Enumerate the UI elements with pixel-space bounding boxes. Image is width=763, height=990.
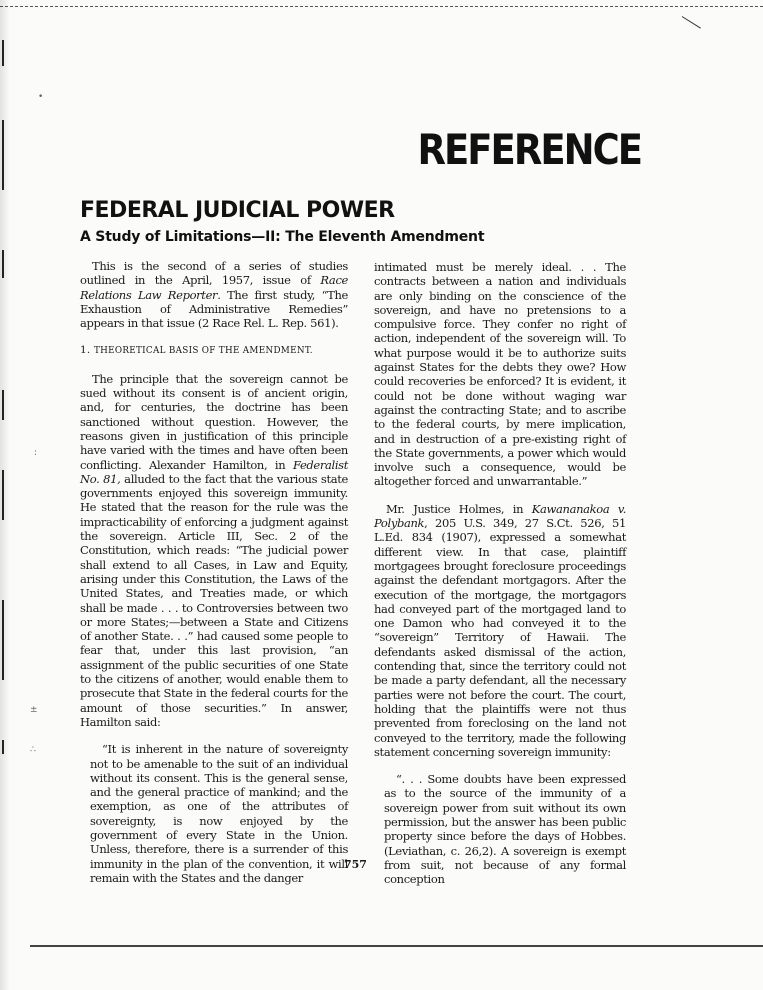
text-run: This is the second of a series of studies outlined in the April, 1957, issue of [80, 259, 348, 288]
italic-citation: Kawananakoa v. Polybank [374, 501, 626, 531]
text-run: Mr. Justice Holmes, in [386, 501, 532, 516]
bottom-rule [30, 945, 763, 947]
intro-paragraph [80, 259, 348, 330]
article-title: FEDERAL JUDICIAL POWER [80, 198, 395, 223]
right-column [374, 260, 626, 886]
scan-speck: : [34, 448, 38, 458]
left-column [80, 259, 348, 885]
text-run: The principle that the sovereign cannot be sued without its consent is of ancient origin, and, for centuries, the doctrine has been sanctioned without question. However, the reasons given in justification of this principle have varied with the times and have often been conflicting. Alexander Hamilton, in [80, 371, 348, 472]
article-subtitle: A Study of Limitations—II: The Eleventh Amendment [80, 229, 485, 245]
scan-speck: • [38, 92, 44, 102]
text-run: , 205 U.S. 349, 27 S.Ct. 526, 51 L.Ed. 834 (1907), expressed a somewhat different view. In that case, plaintiff mortgagees brought foreclosure proceedings against the defendant mortgagors. After the execution of the mortgage, the mortgagors had conveyed part of the mortgaged land to one Damon who had conveyed it to the “sovereign” Territory of Hawaii. The defendants asked dismissal of the action, contending that, since the territory could not be made a party defendant, all the necessary parties were not before the court. The court, holding that the plaintiffs were not thus prevented from foreclosing on the land not conveyed to the territory, made the following statement concerning sovereign immunity: [374, 516, 626, 759]
top-scan-rule [0, 6, 763, 7]
italic-citation: Race Relations Law Reporter [80, 273, 348, 302]
section-heading-text: THEORETICAL BASIS OF THE AMENDMENT. [93, 346, 313, 357]
block-quote-continued: intimated must be merely ideal. . . The contracts between a nation and individuals are only binding on the conscience of the sovereign, and have no pretensions to a compulsive force. They confer no right of action, independent of the sovereign will. To what purpose would it be to authorize suits against States for the debts they owe? How could recoveries be enforced? It is evident, it could not be done without waging war against the contracting State; and to ascribe to the federal courts, by mere implication, and in destruction of a pre-existing right of the State governments, a power which would involve such a consequence, would be altogether forced and unwarrantable.” [374, 260, 626, 489]
block-quote: “. . . Some doubts have been expressed as to the source of the immunity of a sovereign power from suit without its own permission, but the answer has been public property since before the days of Hobbes. (Leviathan, c. 26,2). A sovereign is exempt from suit, not because of any formal conception [384, 772, 626, 887]
left-binding-edge [0, 0, 10, 990]
section-heading-number: 1. [80, 344, 91, 357]
text-run: . The first study, “The Exhaustion of Administrative Remedies” appears in that issue (2 Race Rel. L. Rep. 561). [80, 287, 348, 331]
scan-speck: ± [30, 705, 38, 715]
body-paragraph [374, 502, 626, 759]
text-run: alluded to the fact that the various state governments enjoyed this sovereign immunity. He stated that the reason for the rule was the impracticability of enforcing a judgment against the sovereign. Article III, Sec. 2 of the Constitution, which reads: “The judicial power shall extend to all Cases, in Law and Equity, arising under this Constitution, the Laws of the United States, and Treaties made, or which shall be made . . . to Controversies between two or more States;—between a State and Citizens of another State. . .” had caused some people to fear that, under this last provision, “an assignment of the public securities of one State to the citizens of another, would enable them to prosecute that State in the federal courts for the amount of those securities.” In answer, Hamilton said: [80, 471, 348, 729]
section-heading [80, 343, 348, 358]
section-label: REFERENCE [417, 126, 641, 175]
scan-speck: ∴ [30, 745, 36, 755]
page-number: 757 [344, 858, 367, 871]
body-paragraph [80, 372, 348, 729]
corner-scan-mark [682, 16, 701, 29]
italic-citation: Federalist No. 81, [80, 457, 348, 486]
block-quote: “It is inherent in the nature of sovereignty not to be amenable to the suit of an individual without its consent. This is the general sense, and the general practice of mankind; and the exemption, as one of the attributes of sovereignty, is now enjoyed by the government of every State in the Union. Unless, therefore, there is a surrender of this immunity in the plan of the convention, it will remain with the States and the danger [90, 742, 348, 885]
